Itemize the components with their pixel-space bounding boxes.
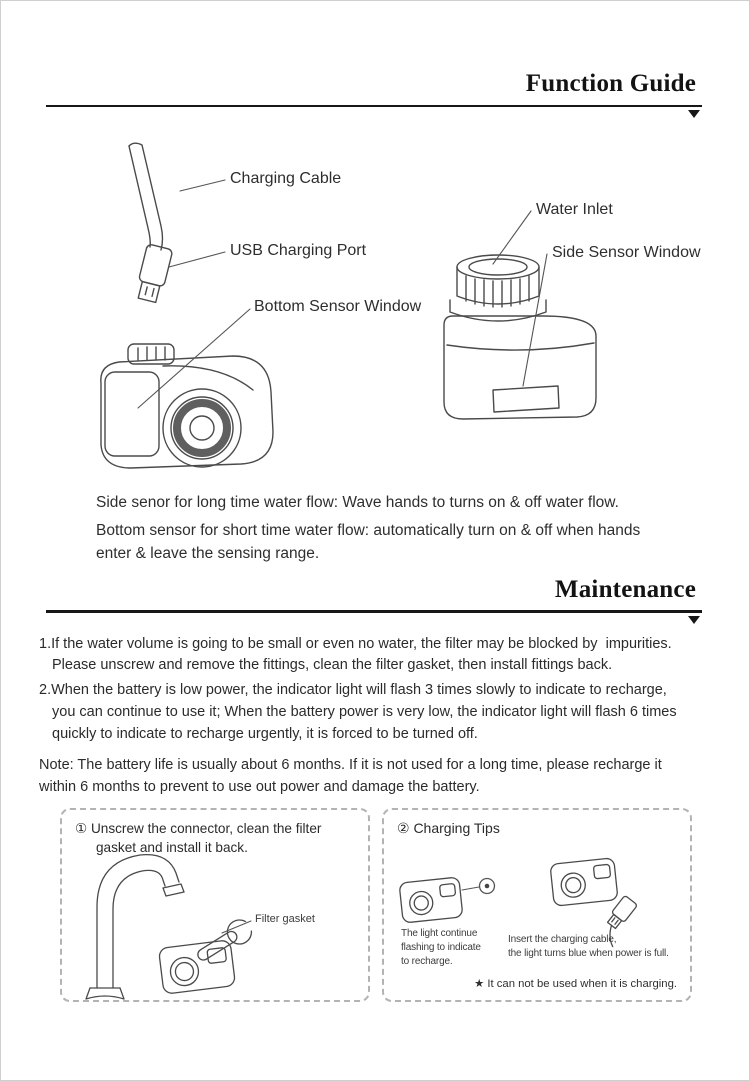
leader-lines: [138, 180, 547, 408]
instruction-box-1: [60, 808, 370, 1002]
function-guide-title: Function Guide: [525, 70, 696, 97]
function-diagram: [1, 140, 749, 485]
charging-cable-label: Charging Cable: [230, 169, 342, 187]
side-sensor-description: Side senor for long time water flow: Wave hands to turns on & off water flow.: [96, 493, 619, 511]
water-inlet-device-illustration: [444, 255, 596, 419]
maintenance-section: [1, 576, 749, 1002]
water-inlet-label: Water Inlet: [536, 200, 613, 218]
section-divider: [46, 610, 702, 612]
maintenance-instructions: [39, 634, 729, 746]
section-divider: [46, 105, 702, 107]
maintenance-item: 2.When the battery is low power, the indicator light will flash 3 times slowly to indicate to recharge, you can continue to use it; When the battery power is very low, the indicator light will flash 6 times quickly to indicate to recharge urgently, it is forced to be turned off.: [39, 682, 677, 742]
bottom-sensor-window-label: Bottom Sensor Window: [254, 297, 422, 315]
instruction-boxes: [60, 808, 692, 1002]
instruction-box-2: [382, 808, 692, 1002]
box2-title: ② Charging Tips: [397, 819, 500, 836]
battery-note: Note: The battery life is usually about 6 months. If it is not used for a long time, please recharge it within 6 months to prevent to use out power and damage the battery.: [39, 757, 662, 796]
box1-title: ① Unscrew the connector, clean the filter gasket and install it back.: [75, 820, 322, 855]
usb-charging-port-label: USB Charging Port: [230, 241, 367, 259]
maintenance-title: Maintenance: [554, 575, 696, 603]
down-triangle-icon: [688, 110, 700, 118]
filter-gasket-label: Filter gasket: [255, 912, 315, 925]
sensor-descriptions: [96, 491, 709, 566]
charging-warning: ★ It can not be used when it is charging.: [474, 977, 677, 990]
function-guide-section: [1, 70, 749, 566]
maintenance-item: 1.If the water volume is going to be small or even no water, the filter may be blocked by impurities. Please unscrew and remove the fittings, clean the filter gasket, then install fittings back.: [39, 635, 672, 674]
indicator-light-icon: [485, 883, 490, 888]
down-triangle-icon: [688, 616, 700, 624]
tip-insert-cable: Insert the charging cable, the light turns blue when power is full.: [508, 933, 669, 959]
tip-light-flashing: The light continue flashing to indicate to recharge.: [401, 927, 481, 967]
faucet-sensor-device-illustration: [101, 143, 273, 468]
bottom-sensor-description: Bottom sensor for short time water flow: automatically turn on & off when hands enter & leave the sensing range.: [96, 522, 641, 563]
side-sensor-window-label: Side Sensor Window: [552, 243, 701, 261]
